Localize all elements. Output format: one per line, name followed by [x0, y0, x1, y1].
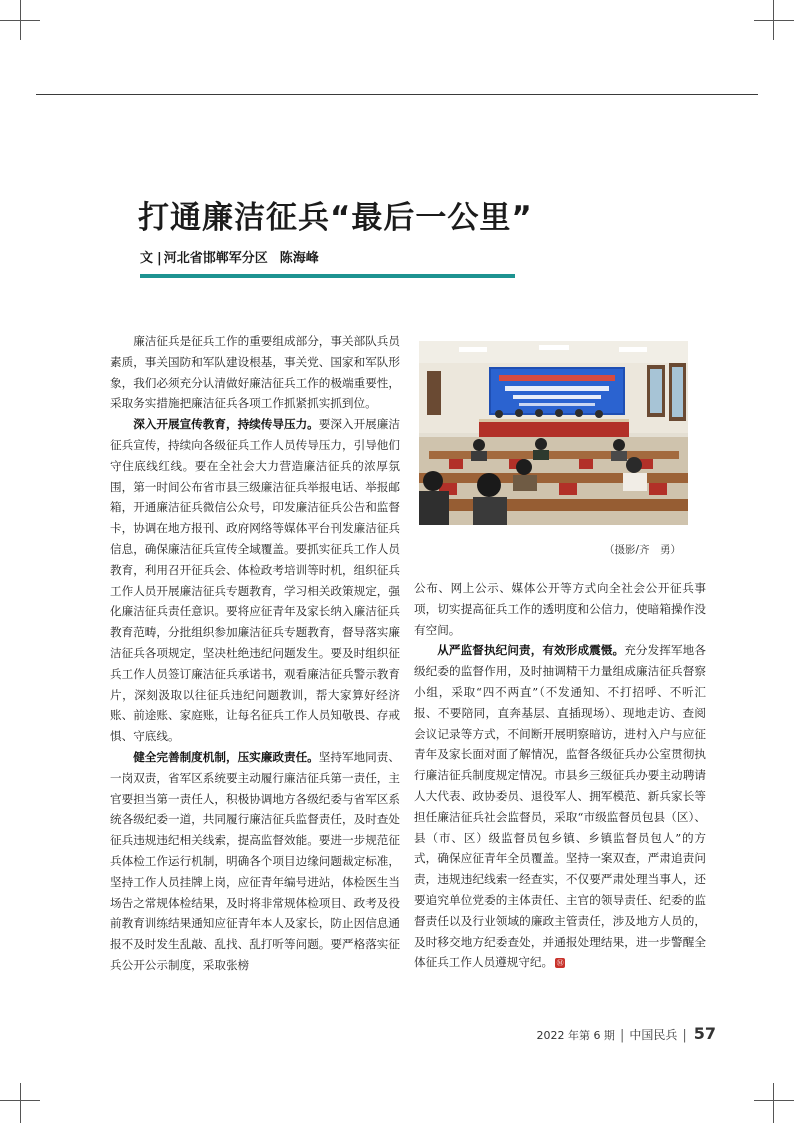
section-2-continued: 公布、网上公示、媒体公开等方式向全社会公开征兵事项，切实提高征兵工作的透明度和公信力，使暗箱操作没有空间。 — [414, 581, 706, 637]
crop-mark — [20, 0, 21, 40]
issue-label: 2022 年第 6 期 — [536, 1029, 615, 1042]
photo-credit: （摄影/齐 勇） — [604, 544, 682, 556]
section-3-paragraph — [414, 640, 706, 973]
header-rule — [36, 94, 758, 95]
section-2-heading: 健全完善制度机制，压实廉政责任。 — [133, 749, 319, 764]
meeting-photo-illustration — [419, 341, 688, 525]
byline-wen: 文 — [140, 251, 154, 266]
article-photo — [419, 341, 688, 525]
intro-paragraph: 廉洁征兵是征兵工作的重要组成部分，事关部队兵员素质，事关国防和军队建设根基，事关党、国家和军队形象，我们必须充分认清做好廉洁征兵工作的极端重要性，采取务实措施把廉洁征兵各项工作抓紧抓实抓到位。 — [110, 334, 400, 411]
crop-mark — [754, 20, 794, 21]
crop-mark — [773, 0, 774, 40]
crop-mark — [773, 1083, 774, 1123]
section-1-body: 要深入开展廉洁征兵宣传，持续向各级征兵工作人员传导压力，引导他们守住底线红线。要在全社会大力营造廉洁征兵的浓厚氛围，第一时间公布省市县三级廉洁征兵举报电话、举报邮箱，开通廉洁征兵微信公众号，印发廉洁征兵公告和监督卡，协调在地方报刊、政府网络等媒体平台刊发廉洁征兵信息，确保廉洁征兵宣传全域覆盖。要抓实征兵工作人员教育，利用召开征兵会、体检政考培训等时机，组织征兵工作人员开展廉洁征兵专题教育，学习相关政策规定，强化廉洁征兵责任意识。要将应征青年及家长纳入廉洁征兵教育范畴，分批组织参加廉洁征兵专题教育，督导落实廉洁征兵各项规定，坚决杜绝违纪问题发生。要及时组织征兵工作人员签订廉洁征兵承诺书，观看廉洁征兵警示教育片，深刻汲取以往征兵违纪问题教训，帮大家算好经济账、前途账、家庭账，让每名征兵工作人员知敬畏、存戒惧、守底线。 — [110, 417, 400, 744]
crop-mark — [20, 1083, 21, 1123]
byline-separator: | — [157, 251, 162, 266]
page-footer — [536, 1024, 716, 1043]
article-column-right — [414, 578, 706, 973]
section-1-paragraph — [110, 414, 400, 747]
page-number: 57 — [693, 1024, 716, 1043]
section-1-heading: 深入开展宣传教育，持续传导压力。 — [133, 417, 319, 432]
crop-mark — [754, 1100, 794, 1101]
byline-org: 河北省邯郸军分区 — [163, 251, 268, 266]
section-3-body: 充分发挥军地各级纪委的监督作用，及时抽调精干力量组成廉洁征兵督察小组，采取“四不两直”（不发通知、不打招呼、不听汇报、不要陪同，直奔基层、直插现场）、现地走访、查阅会议记录等方式，不间断开展明察暗访，进村入户与应征青年及家长面对面了解情况，监督各级征兵办公室贯彻执行廉洁征兵制度规定情况。市县乡三级征兵办要主动聘请人大代表、政协委员、退役军人、拥军模范、新兵家长等担任廉洁征兵社会监督员，采取“市级监督员包县（区）、县（市、区）级监督员包乡镇、乡镇监督员包人”的方式，确保应征青年全员覆盖。坚持一案双查，严肃追责问责，违规违纪线索一经查实，不仅要严肃处理当事人，还要追究单位党委的主体责任、主官的领导责任、纪委的监督责任以及行业领域的廉政主管责任，涉及地方人员的，及时移交地方纪委查处，并通报处理结果，进一步警醒全体征兵工作人员遵规守纪。 — [414, 643, 706, 970]
magazine-name: 中国民兵 — [629, 1028, 678, 1042]
footer-divider: | — [619, 1028, 625, 1043]
byline-author: 陈海峰 — [279, 251, 319, 266]
byline — [140, 247, 319, 266]
section-2-paragraph — [110, 747, 400, 976]
section-2-body: 坚持军地同责、一岗双责，省军区系统要主动履行廉洁征兵第一责任，主官要担当第一责任人，积极协调地方各级纪委与省军区系统各级纪委一道，共同履行廉洁征兵监督责任，及时查处征兵违规违纪相关线索，提高监督效能。要进一步规范征兵体检工作运行机制，明确各个项目边缘问题裁定标准，坚持工作人员挂牌上岗，应征青年编号进站，体检医生当场告之常规体检结果，及时将非常规体检项目、政考及役前教育训练结果通知应征青年本人及家长，防止因信息通报不及时发生乱敲、乱找、乱打听等问题。要严格落实征兵公开公示制度，采取张榜 — [110, 749, 400, 972]
section-3-heading: 从严监督执纪问责，有效形成震慑。 — [437, 643, 625, 658]
article-column-left — [110, 331, 400, 976]
article-title: 打通廉洁征兵“最后一公里” — [138, 200, 533, 236]
footer-divider: | — [682, 1028, 687, 1043]
title-underline — [140, 274, 515, 278]
end-mark-icon: Ⓜ — [556, 959, 564, 968]
